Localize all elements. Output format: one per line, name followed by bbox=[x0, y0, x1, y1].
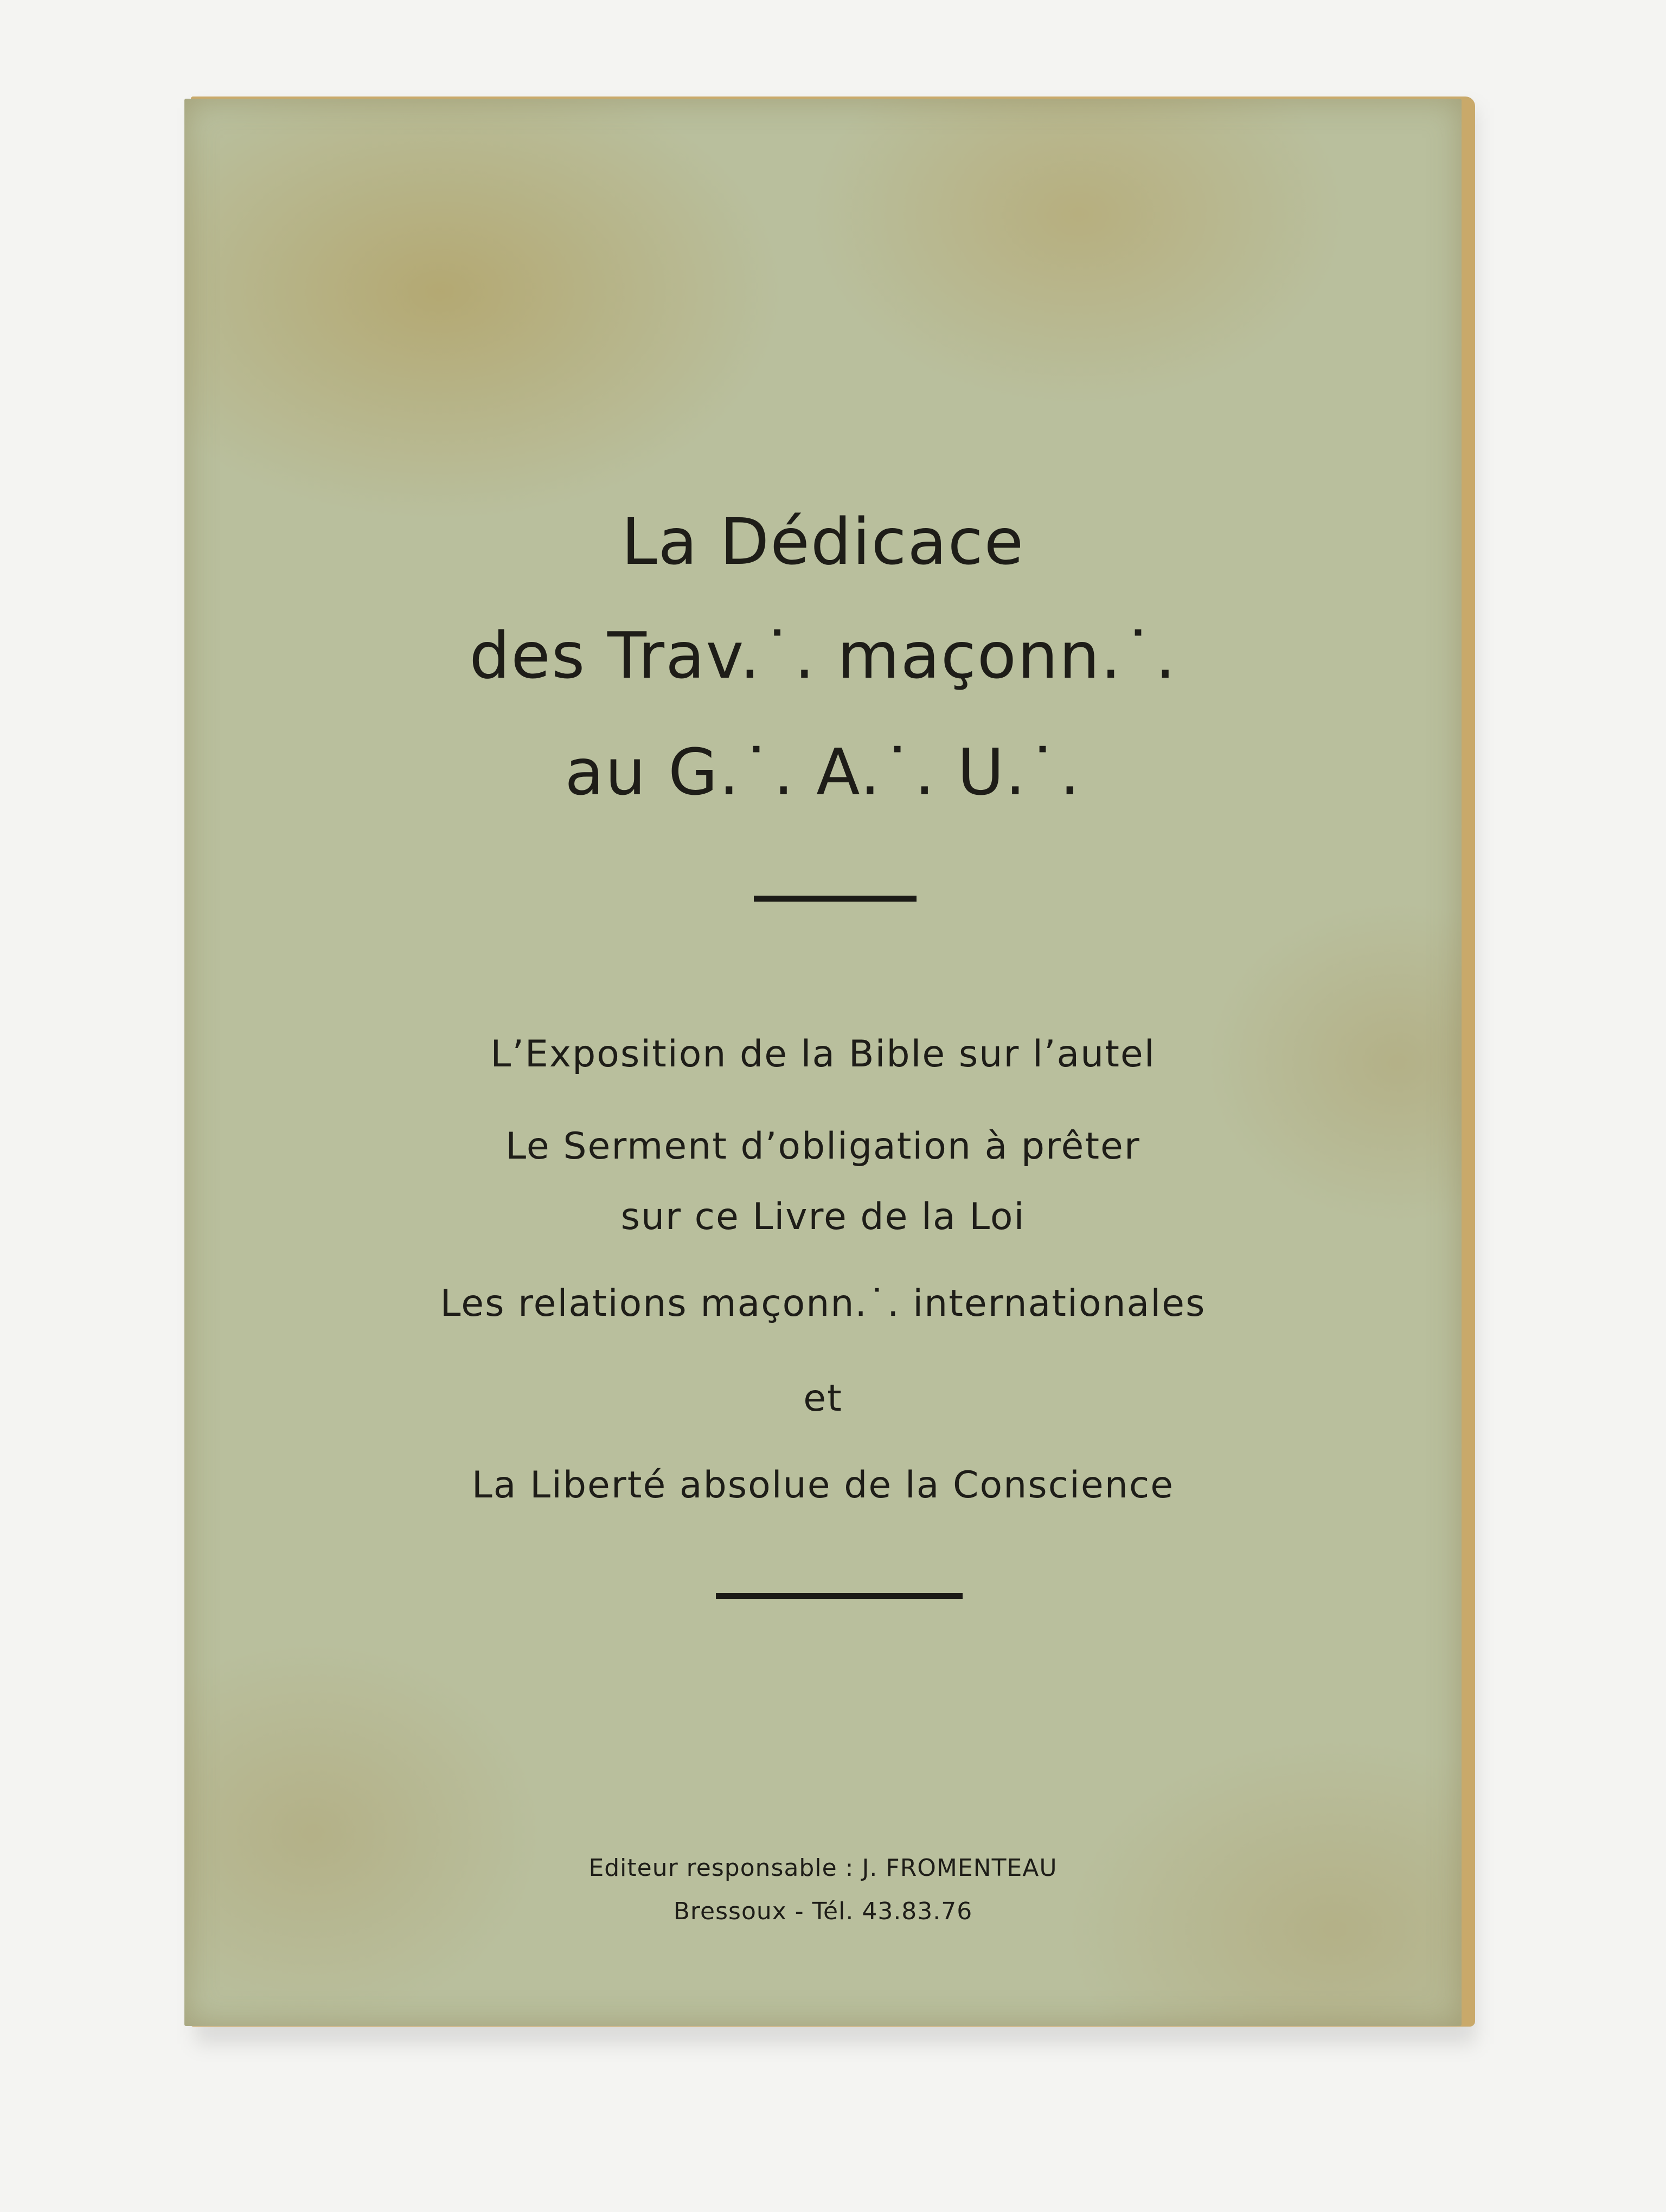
topic-livre: sur ce Livre de la Loi bbox=[620, 1195, 1026, 1238]
topic-liberte: La Liberté absolue de la Conscience bbox=[471, 1464, 1175, 1507]
topic-exposition: L’Exposition de la Bible sur l’autel bbox=[490, 1033, 1156, 1076]
lower-divider bbox=[716, 1593, 963, 1599]
title-line-2: des Trav.˙. maçonn.˙. bbox=[469, 618, 1177, 693]
topic-serment: Le Serment d’obligation à prêter bbox=[505, 1125, 1140, 1168]
cover-text bbox=[184, 0, 1462, 2212]
topic-relations: Les relations maçonn.˙. internationales bbox=[440, 1282, 1206, 1325]
upper-divider bbox=[754, 896, 917, 902]
publisher-address: Bressoux - Tél. 43.83.76 bbox=[673, 1898, 973, 1925]
topic-et: et bbox=[803, 1377, 843, 1420]
title-line-3: au G.˙. A.˙. U.˙. bbox=[565, 735, 1081, 809]
publisher-line: Editeur responsable : J. FROMENTEAU bbox=[588, 1854, 1058, 1882]
title-line-1: La Dédicace bbox=[621, 504, 1025, 579]
